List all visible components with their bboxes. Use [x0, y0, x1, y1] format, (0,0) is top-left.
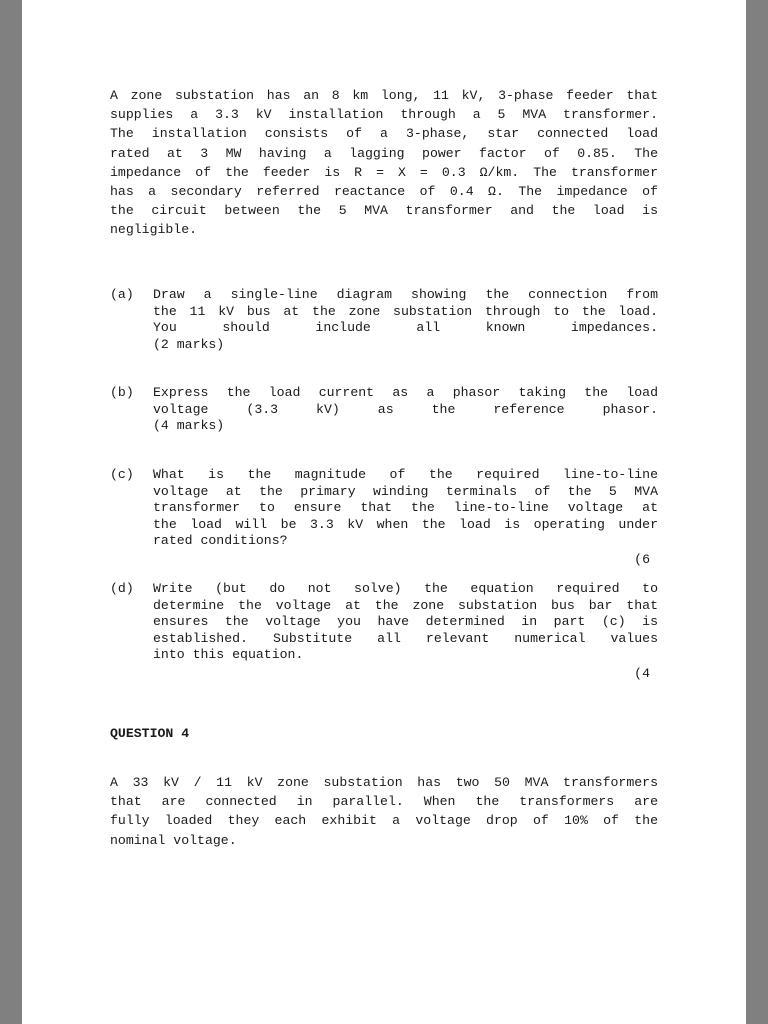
- intro-line: supplies a 3.3 kV installation through a 5 MVA transformer.: [110, 107, 658, 123]
- part-line: the load will be 3.3 kV when the load is operating under: [153, 516, 658, 532]
- part-line: What is the magnitude of the required line-to-line: [153, 467, 658, 482]
- part-body: [153, 467, 658, 550]
- part-label: (a): [110, 287, 134, 302]
- intro-line: has a secondary referred reactance of 0.4 Ω. The impedance of: [110, 184, 658, 200]
- question4-line: that are connected in parallel. When the transformers are: [110, 794, 658, 810]
- part-line: voltage (3.3 kV) as the reference phasor.: [153, 401, 658, 417]
- intro-line: The installation consists of a 3-phase, star connected load: [110, 126, 658, 142]
- intro-paragraph: [110, 86, 658, 240]
- part-body: [153, 287, 658, 353]
- part-label: (b): [110, 385, 134, 400]
- question4-line: nominal voltage.: [110, 832, 237, 848]
- part-line: established. Substitute all relevant numerical values: [153, 630, 658, 646]
- part-marks: (2 marks): [153, 336, 225, 352]
- part-marks: (6: [634, 552, 650, 567]
- intro-line: impedance of the feeder is R = X = 0.3 Ω/km. The transformer: [110, 164, 658, 180]
- part-label: (d): [110, 581, 134, 596]
- intro-line: negligible.: [110, 222, 198, 238]
- part-line: rated conditions?: [153, 533, 288, 548]
- intro-line: rated at 3 MW having a lagging power factor of 0.85. The: [110, 145, 658, 161]
- document-page: [22, 0, 746, 1024]
- part-line: Write (but do not solve) the equation required to: [153, 581, 658, 596]
- intro-line: A zone substation has an 8 km long, 11 kV, 3-phase feeder that: [110, 88, 658, 103]
- part-line: You should include all known impedances.: [153, 320, 658, 335]
- part-line: ensures the voltage you have determined in part (c) is: [153, 614, 658, 629]
- part-marks: (4 marks): [153, 418, 225, 433]
- question4-line: fully loaded they each exhibit a voltage drop of 10% of the: [110, 813, 658, 829]
- part-line: the 11 kV bus at the zone substation through to the load.: [153, 303, 658, 319]
- part-body: [153, 385, 658, 435]
- part-body: [153, 581, 658, 664]
- part-line: voltage at the primary winding terminals of the 5 MVA: [153, 483, 658, 499]
- part-line: Express the load current as a phasor taking the load: [153, 385, 658, 400]
- question4-line: A 33 kV / 11 kV zone substation has two 50 MVA transformers: [110, 775, 658, 790]
- part-line: transformer to ensure that the line-to-line voltage at: [153, 500, 658, 515]
- intro-line: the circuit between the 5 MVA transformer and the load is: [110, 203, 658, 219]
- part-line: into this equation.: [153, 647, 304, 662]
- question4-paragraph: [110, 773, 658, 850]
- part-marks: (4: [634, 666, 650, 681]
- part-label: (c): [110, 467, 134, 482]
- part-line: Draw a single-line diagram showing the connection from: [153, 287, 658, 302]
- part-line: determine the voltage at the zone substation bus bar that: [153, 597, 658, 613]
- question-heading: QUESTION 4: [110, 726, 190, 741]
